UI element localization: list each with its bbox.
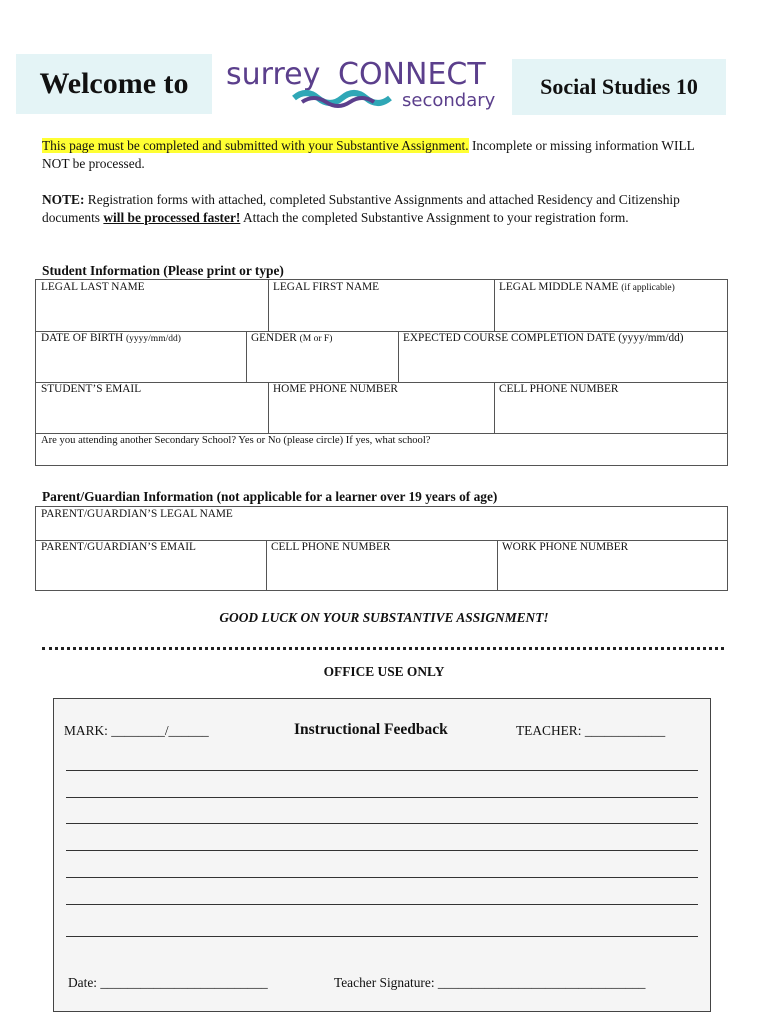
course-title: [512, 59, 726, 115]
student-email-label: STUDENT’S EMAIL: [41, 383, 142, 395]
course-title-text: Social Studies 10: [540, 74, 698, 99]
legal-middle-name-field[interactable]: [494, 280, 727, 294]
student-email-field[interactable]: [36, 382, 268, 396]
note-text-2: Attach the completed Substantive Assignment to your registration form.: [240, 210, 629, 225]
instructional-feedback-title: Instructional Feedback: [294, 721, 448, 738]
teacher-blank: ____________: [584, 723, 666, 738]
feedback-line[interactable]: [66, 823, 698, 824]
date-field[interactable]: [68, 975, 268, 991]
parent-cell-phone-label: CELL PHONE NUMBER: [271, 541, 391, 553]
parent-email-label: PARENT/GUARDIAN’S EMAIL: [41, 541, 196, 553]
teacher-label: TEACHER:: [516, 723, 582, 738]
parent-email-field[interactable]: [36, 540, 266, 554]
mark-blank: ________/______: [111, 723, 209, 738]
legal-first-name-field[interactable]: [268, 280, 494, 294]
welcome-text: Welcome to: [39, 67, 189, 100]
feedback-line[interactable]: [66, 936, 698, 937]
parent-info-table: [35, 506, 728, 591]
student-info-title: Student Information (Please print or type): [42, 263, 284, 278]
svg-text:secondary: secondary: [402, 90, 496, 111]
legal-last-name-label: LEGAL LAST NAME: [41, 281, 145, 293]
legal-middle-name-note: (if applicable): [621, 283, 675, 293]
home-phone-field[interactable]: [268, 382, 494, 396]
parent-work-phone-label: WORK PHONE NUMBER: [502, 541, 629, 553]
note-text-1: Registration forms with attached, completed Substantive Assignments and attached Residency and Citizenship documents: [42, 192, 680, 225]
legal-middle-name-label: LEGAL MIDDLE NAME: [499, 281, 619, 293]
gender-note: (M or F): [299, 334, 333, 344]
legal-first-name-label: LEGAL FIRST NAME: [273, 281, 380, 293]
intro-paragraph: [42, 137, 702, 173]
mark-label: MARK:: [64, 723, 108, 738]
date-label: Date:: [68, 975, 97, 990]
office-use-box: [53, 698, 711, 1012]
feedback-line[interactable]: [66, 770, 698, 771]
home-phone-label: HOME PHONE NUMBER: [273, 383, 398, 395]
date-blank: _________________________: [100, 975, 268, 990]
svg-text:CONNECT: CONNECT: [338, 57, 486, 92]
gender-label: GENDER: [251, 332, 297, 344]
cell-phone-label: CELL PHONE NUMBER: [499, 383, 619, 395]
intro-rest: Incomplete or missing information WILL NOT be processed.: [42, 138, 695, 171]
mark-field[interactable]: [64, 723, 209, 739]
cell-phone-field[interactable]: [494, 382, 727, 396]
note-label: NOTE:: [42, 192, 85, 207]
parent-legal-name-field[interactable]: [36, 507, 727, 521]
cut-line-divider: [42, 647, 724, 650]
student-info-table: [35, 279, 728, 466]
completion-date-label: EXPECTED COURSE COMPLETION DATE (yyyy/mm/dd): [403, 332, 684, 344]
feedback-line[interactable]: [66, 877, 698, 878]
good-luck-message: GOOD LUCK ON YOUR SUBSTANTIVE ASSIGNMENT!: [219, 610, 549, 625]
other-school-label: Are you attending another Secondary School? Yes or No (please circle) If yes, what school?: [41, 435, 431, 446]
signature-blank: _______________________________: [437, 975, 646, 990]
note-emphasis: will be processed faster!: [103, 210, 241, 225]
office-use-heading: OFFICE USE ONLY: [323, 664, 445, 679]
legal-last-name-field[interactable]: [36, 280, 268, 294]
feedback-line[interactable]: [66, 904, 698, 905]
feedback-line[interactable]: [66, 850, 698, 851]
gender-field[interactable]: [246, 331, 398, 345]
parent-legal-name-label: PARENT/GUARDIAN’S LEGAL NAME: [41, 508, 233, 520]
completion-date-field[interactable]: [398, 331, 727, 345]
date-of-birth-field[interactable]: [36, 331, 246, 345]
signature-label: Teacher Signature:: [334, 975, 435, 990]
dob-note: (yyyy/mm/dd): [126, 334, 181, 344]
surreyconnect-logo: [222, 54, 504, 116]
parent-cell-phone-field[interactable]: [266, 540, 497, 554]
parent-info-title: Parent/Guardian Information (not applicable for a learner over 19 years of age): [42, 489, 498, 504]
teacher-signature-field[interactable]: [334, 975, 645, 991]
svg-text:surrey: surrey: [226, 57, 321, 92]
dob-label: DATE OF BIRTH: [41, 332, 124, 344]
parent-work-phone-field[interactable]: [497, 540, 727, 554]
welcome-heading: [16, 54, 212, 114]
teacher-field[interactable]: [516, 723, 665, 739]
other-school-field[interactable]: [36, 433, 727, 447]
note-paragraph: [42, 191, 702, 227]
feedback-line[interactable]: [66, 797, 698, 798]
highlighted-requirement: This page must be completed and submitted with your Substantive Assignment.: [42, 138, 469, 153]
